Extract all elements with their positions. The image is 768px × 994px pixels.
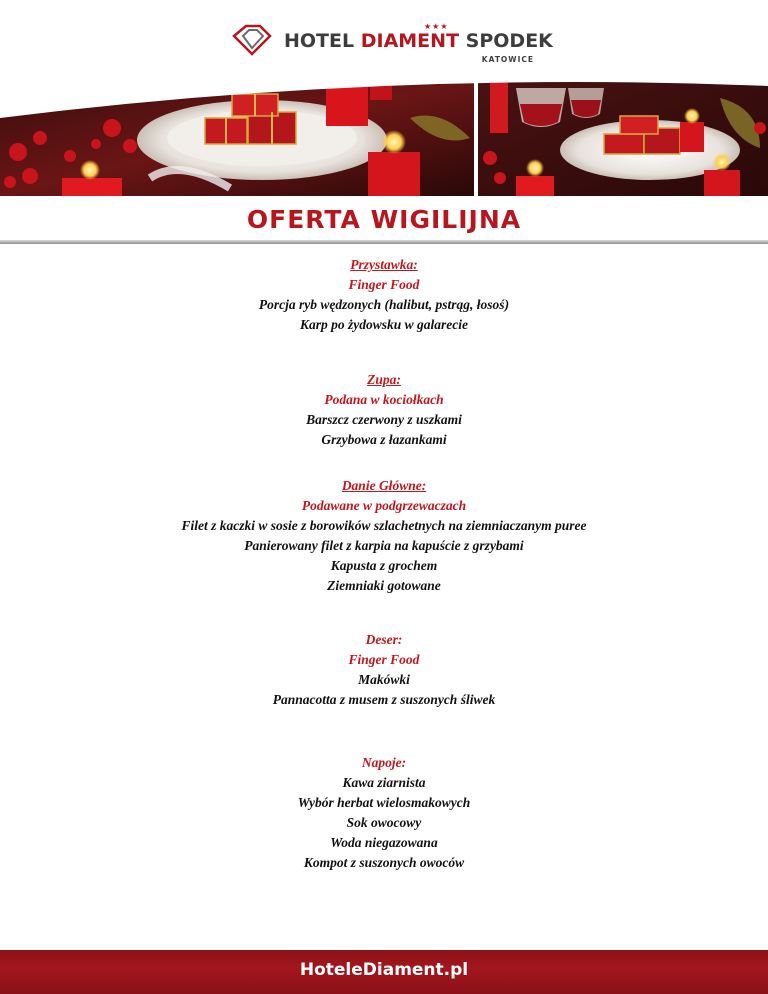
menu-item: Barszcz czerwony z uszkami: [306, 412, 462, 427]
logo-word-hotel: HOTEL: [284, 30, 355, 52]
section-subheading: Finger Food: [348, 277, 420, 292]
menu-section-napoje: [0, 753, 768, 873]
section-subheading: Podawane w podgrzewaczach: [301, 498, 467, 513]
footer-website-link[interactable]: HoteleDiament.pl: [299, 960, 469, 980]
menu-item: Sok owocowy: [346, 815, 422, 830]
menu-item: Panierowany filet z karpia na kapuście z grzybami: [244, 538, 524, 553]
menu-section-deser: [0, 630, 768, 710]
section-heading: Danie Główne:: [341, 478, 427, 493]
section-subheading: Podana w kociołkach: [324, 392, 444, 407]
footer-bar: [0, 950, 768, 994]
section-heading: Deser:: [365, 632, 403, 647]
logo-city: KATOWICE: [481, 55, 534, 64]
menu-item: Kawa ziarnista: [342, 775, 426, 790]
page-title: OFERTA WIGILIJNA: [246, 205, 522, 234]
menu-item: Ziemniaki gotowane: [327, 578, 441, 593]
section-subheading: Finger Food: [348, 652, 420, 667]
menu-item: Wybór herbat wielosmakowych: [297, 795, 471, 810]
menu-item: Porcja ryb wędzonych (halibut, pstrąg, łosoś): [258, 297, 510, 312]
logo-word-diament: DIAMENT: [360, 30, 460, 52]
menu-item: Makówki: [358, 672, 410, 687]
menu-item: Filet z kaczki w sosie z borowików szlachetnych na ziemniaczanym puree: [181, 518, 587, 533]
menu-item: Woda niegazowana: [330, 835, 438, 850]
menu-item: Pannacotta z musem z suszonych śliwek: [272, 692, 496, 707]
menu-section-przystawka: [0, 255, 768, 335]
menu-section-zupa: [0, 370, 768, 450]
menu-item: Karp po żydowsku w galarecie: [299, 317, 468, 332]
logo-brand-name: [284, 30, 553, 52]
menu-section-danie-glowne: [0, 476, 768, 596]
christmas-table-banner-image: [0, 78, 768, 196]
menu-item: Kompot z suszonych owoców: [303, 855, 465, 870]
diamond-logo-icon: [232, 24, 272, 56]
section-heading: Zupa:: [367, 372, 401, 387]
menu-item: Kapusta z grochem: [330, 558, 438, 573]
logo-stars: ★★★: [424, 22, 449, 31]
menu-item: Grzybowa z łazankami: [321, 432, 447, 447]
title-divider: [0, 240, 768, 244]
section-heading: Przystawka:: [350, 257, 418, 272]
logo-word-spodek: SPODEK: [465, 30, 553, 52]
section-heading: Napoje:: [361, 755, 407, 770]
hotel-logo: [232, 22, 553, 66]
